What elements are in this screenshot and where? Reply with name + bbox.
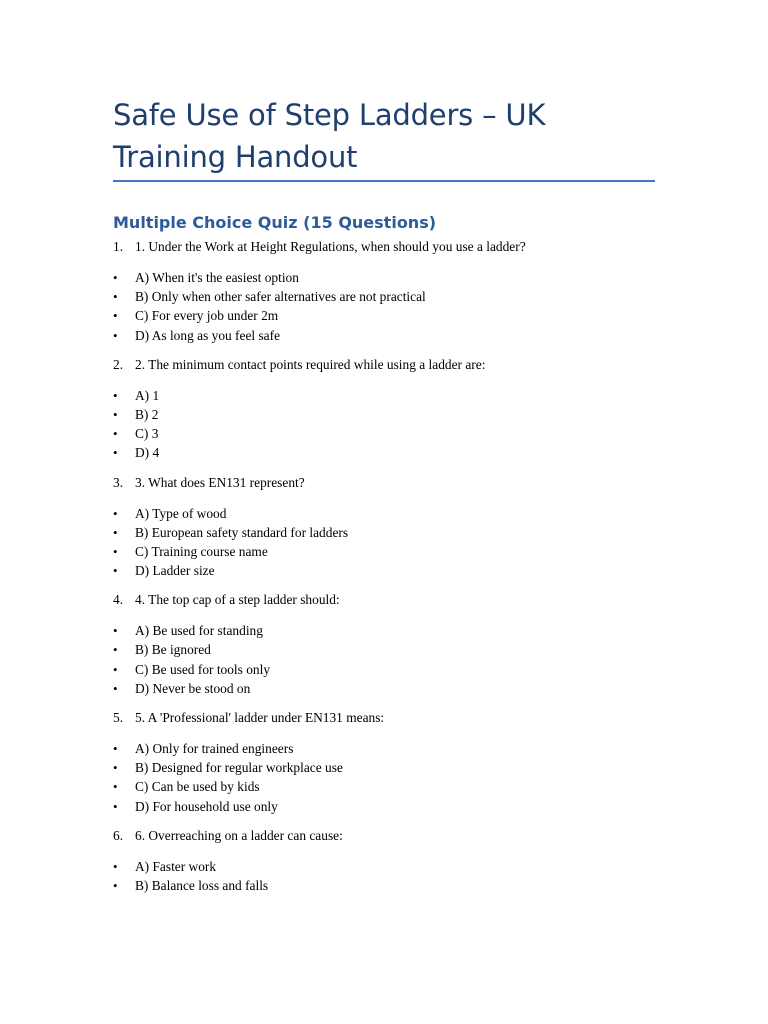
- title-underline: [113, 180, 655, 182]
- answer-option: [113, 876, 655, 895]
- answer-option: [113, 679, 655, 698]
- bullet-icon: •: [113, 661, 118, 677]
- bullet-icon: •: [113, 505, 118, 521]
- quiz-question: [113, 473, 655, 581]
- answer-option-text: A) Type of wood: [135, 505, 227, 521]
- bullet-icon: •: [113, 623, 118, 639]
- answer-option-text: A) When it's the easiest option: [135, 270, 299, 285]
- answer-options: [113, 621, 655, 698]
- answer-option: [113, 621, 655, 640]
- answer-option: [113, 777, 655, 796]
- answer-option-text: A) Faster work: [135, 858, 217, 874]
- answer-option-text: B) Only when other safer alternatives are not practical: [135, 289, 426, 305]
- answer-option-text: D) Ladder size: [135, 563, 215, 579]
- answer-options: [113, 386, 655, 463]
- answer-options: [113, 857, 655, 895]
- bullet-icon: •: [113, 445, 118, 461]
- question-line: [113, 708, 655, 728]
- answer-option: [113, 424, 655, 443]
- answer-option: [113, 386, 655, 405]
- answer-option: [113, 306, 655, 325]
- question-text: 6. Overreaching on a ladder can cause:: [135, 827, 343, 843]
- question-line: [113, 826, 655, 846]
- answer-option-text: B) 2: [135, 406, 159, 422]
- answer-option: [113, 268, 655, 287]
- question-text: 2. The minimum contact points required while using a ladder are:: [135, 356, 486, 372]
- answer-option: [113, 561, 655, 580]
- answer-option: [113, 739, 655, 758]
- bullet-icon: •: [113, 680, 118, 696]
- answer-option-text: C) 3: [135, 426, 159, 442]
- answer-option-text: B) Designed for regular workplace use: [135, 760, 343, 776]
- question-number: 2.: [113, 356, 124, 372]
- answer-option: [113, 640, 655, 659]
- answer-option: [113, 857, 655, 876]
- answer-option: [113, 504, 655, 523]
- answer-option: [113, 405, 655, 424]
- question-line: [113, 355, 655, 375]
- answer-option-text: C) Can be used by kids: [135, 779, 260, 795]
- answer-option-text: A) Be used for standing: [135, 623, 263, 639]
- question-line: [113, 473, 655, 493]
- question-text: 1. Under the Work at Height Regulations, when should you use a ladder?: [135, 239, 526, 254]
- bullet-icon: •: [113, 760, 118, 776]
- answer-option-text: B) Be ignored: [135, 642, 211, 658]
- question-text: 5. A 'Professional' ladder under EN131 means:: [135, 710, 385, 725]
- bullet-icon: •: [113, 642, 118, 658]
- answer-option-text: D) Never be stood on: [135, 680, 251, 696]
- quiz-question: [113, 237, 655, 345]
- bullet-icon: •: [113, 741, 118, 756]
- answer-option-text: D) As long as you feel safe: [135, 327, 281, 343]
- bullet-icon: •: [113, 858, 118, 874]
- question-number: 6.: [113, 827, 124, 843]
- quiz-question: [113, 708, 655, 816]
- question-text: 4. The top cap of a step ladder should:: [135, 592, 340, 608]
- bullet-icon: •: [113, 524, 118, 540]
- question-number: 4.: [113, 592, 124, 608]
- question-number: 1.: [113, 239, 124, 254]
- quiz-question: [113, 590, 655, 698]
- question-number: 5.: [113, 710, 124, 725]
- answer-option: [113, 523, 655, 542]
- answer-option-text: B) Balance loss and falls: [135, 877, 269, 893]
- quiz-question: [113, 355, 655, 463]
- answer-option: [113, 758, 655, 777]
- answer-option-text: C) Be used for tools only: [135, 661, 271, 677]
- answer-options: [113, 268, 655, 345]
- question-text: 3. What does EN131 represent?: [135, 474, 305, 490]
- answer-option: [113, 660, 655, 679]
- answer-options: [113, 504, 655, 581]
- question-number: 3.: [113, 474, 124, 490]
- bullet-icon: •: [113, 406, 118, 422]
- answer-option-text: A) 1: [135, 387, 160, 403]
- answer-option: [113, 287, 655, 306]
- bullet-icon: •: [113, 327, 118, 343]
- answer-options: [113, 739, 655, 816]
- bullet-icon: •: [113, 798, 118, 814]
- bullet-icon: •: [113, 289, 118, 305]
- bullet-icon: •: [113, 877, 118, 893]
- answer-option-text: B) European safety standard for ladders: [135, 524, 349, 540]
- quiz-question: [113, 826, 655, 895]
- answer-option: [113, 797, 655, 816]
- section-heading: Multiple Choice Quiz (15 Questions): [113, 213, 437, 232]
- answer-option-text: A) Only for trained engineers: [135, 741, 294, 756]
- answer-option: [113, 326, 655, 345]
- document-title: Safe Use of Step Ladders – UK Training Handout: [113, 98, 546, 174]
- bullet-icon: •: [113, 543, 118, 559]
- bullet-icon: •: [113, 426, 118, 442]
- answer-option: [113, 542, 655, 561]
- bullet-icon: •: [113, 387, 118, 403]
- answer-option-text: C) Training course name: [135, 543, 268, 559]
- bullet-icon: •: [113, 779, 118, 795]
- quiz-list: [113, 237, 655, 905]
- question-line: [113, 590, 655, 610]
- answer-option-text: D) 4: [135, 445, 160, 461]
- bullet-icon: •: [113, 308, 118, 324]
- answer-option-text: D) For household use only: [135, 798, 278, 814]
- bullet-icon: •: [113, 563, 118, 579]
- bullet-icon: •: [113, 270, 118, 285]
- question-line: [113, 237, 655, 257]
- answer-option: [113, 443, 655, 462]
- answer-option-text: C) For every job under 2m: [135, 308, 279, 324]
